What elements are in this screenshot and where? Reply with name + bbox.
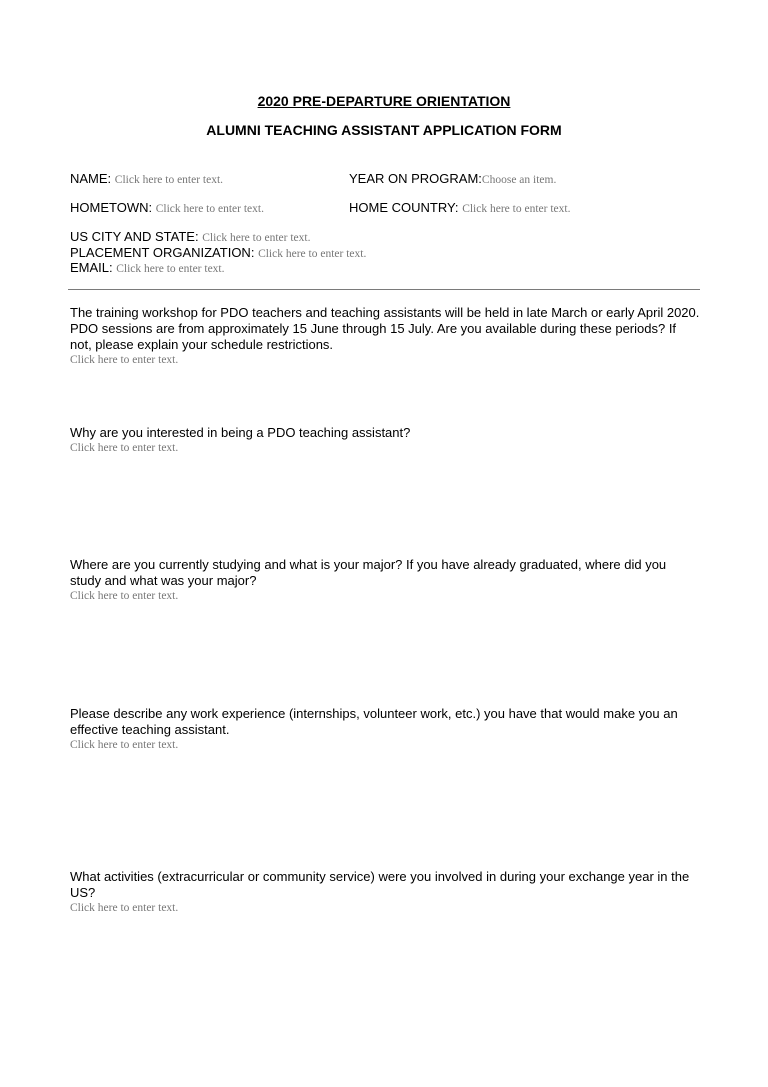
name-input[interactable]: Click here to enter text.: [114, 174, 224, 186]
year-on-program-select[interactable]: Choose an item.: [481, 174, 557, 186]
question-activities-text: What activities (extracurricular or community service) were you involved in during your exchange year in the US?: [70, 869, 690, 900]
year-on-program-label: YEAR ON PROGRAM:: [349, 171, 482, 186]
email-field-row: [70, 260, 225, 277]
question-work-experience-answer[interactable]: Click here to enter text.: [70, 739, 179, 751]
form-subtitle: ALUMNI TEACHING ASSISTANT APPLICATION FORM: [206, 122, 562, 138]
us-city-state-label: US CITY AND STATE:: [70, 229, 199, 244]
question-studies-text: Where are you currently studying and what is your major? If you have already graduated, where did you study and what was your major?: [70, 557, 667, 588]
question-availability-answer[interactable]: Click here to enter text.: [70, 354, 179, 366]
section-divider: [68, 289, 700, 290]
question-work-experience-text: Please describe any work experience (internships, volunteer work, etc.) you have that would make you an effective teaching assistant.: [70, 706, 678, 737]
question-studies-answer[interactable]: Click here to enter text.: [70, 590, 179, 602]
question-activities-answer[interactable]: Click here to enter text.: [70, 902, 179, 914]
year-on-program-field-row: [349, 171, 556, 188]
question-availability-text: The training workshop for PDO teachers and teaching assistants will be held in late March or early April 2020. PDO sessions are from approximately 15 June through 15 July. Are you available during these periods? If not, please explain your schedule restrictions.: [70, 305, 700, 352]
email-label: EMAIL:: [70, 260, 113, 275]
hometown-label: HOMETOWN:: [70, 200, 153, 215]
placement-org-input[interactable]: Click here to enter text.: [258, 248, 367, 260]
question-interest: [70, 425, 700, 455]
placement-org-label: PLACEMENT ORGANIZATION:: [70, 245, 255, 260]
question-studies: [70, 557, 700, 603]
name-field-row: [70, 171, 223, 188]
name-label: NAME:: [70, 171, 112, 186]
form-title: 2020 PRE-DEPARTURE ORIENTATION: [257, 93, 511, 109]
question-activities: [70, 869, 700, 915]
email-input[interactable]: Click here to enter text.: [116, 263, 225, 275]
home-country-label: HOME COUNTRY:: [349, 200, 459, 215]
home-country-input[interactable]: Click here to enter text.: [462, 203, 571, 215]
hometown-input[interactable]: Click here to enter text.: [155, 203, 264, 215]
us-city-state-field-row: [70, 229, 310, 246]
home-country-field-row: [349, 200, 570, 217]
question-availability: [70, 305, 700, 367]
question-work-experience: [70, 706, 700, 752]
hometown-field-row: [70, 200, 264, 217]
us-city-state-input[interactable]: Click here to enter text.: [202, 232, 311, 244]
question-interest-answer[interactable]: Click here to enter text.: [70, 442, 179, 454]
question-interest-text: Why are you interested in being a PDO teaching assistant?: [70, 425, 411, 440]
